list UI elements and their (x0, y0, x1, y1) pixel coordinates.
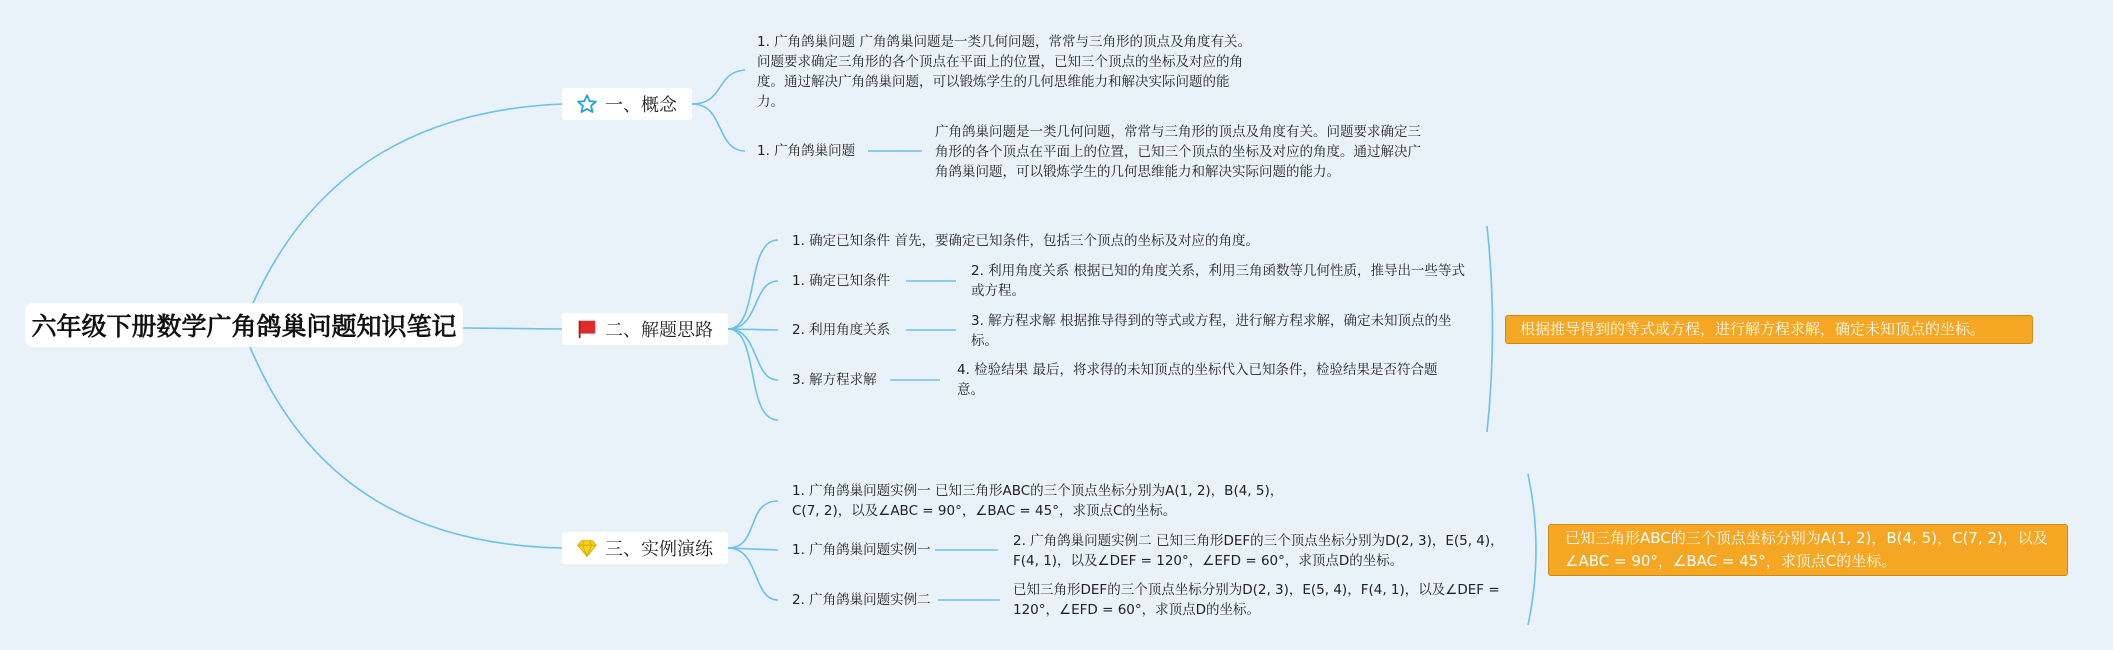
approach-summary[interactable] (1505, 315, 2033, 344)
summary-text: 根据推导得到的等式或方程，进行解方程求解，确定未知顶点的坐标。 (1520, 320, 1986, 338)
approach-item-3-detail[interactable]: 3. 解方程求解 根据推导得到的等式或方程，进行解方程求解，确定未知顶点的坐标。 (971, 313, 1452, 349)
example-item-3[interactable]: 2. 广角鸽巢问题实例二 (792, 592, 931, 608)
branch-approach[interactable] (562, 313, 728, 345)
example-item-3-detail[interactable]: 已知三角形DEF的三个顶点坐标分别为D(2, 3)，E(5, 4)，F(4, 1)，以及∠DEF = 120°，∠EFD = 60°，求顶点D的坐标。 (1013, 582, 1500, 618)
approach-item-2-detail[interactable]: 2. 利用角度关系 根据已知的角度关系，利用三角函数等几何性质，推导出一些等式或方程。 (971, 263, 1465, 299)
branch-label: 一、概念 (605, 95, 677, 116)
approach-item-1[interactable]: 1. 确定已知条件 首先，要确定已知条件，包括三个顶点的坐标及对应的角度。 (792, 233, 1259, 249)
branch-label: 三、实例演练 (605, 539, 713, 560)
branch-concept[interactable] (562, 88, 692, 120)
star-icon (576, 93, 598, 115)
summary-text: 已知三角形ABC的三个顶点坐标分别为A(1, 2)，B(4, 5)，C(7, 2)，以及∠ABC = 90°，∠BAC = 45°，求顶点C的坐标。 (1565, 529, 2048, 570)
root-topic[interactable] (25, 303, 463, 347)
concept-item-2[interactable]: 1. 广角鸽巢问题 (757, 143, 856, 159)
approach-item-3[interactable]: 2. 利用角度关系 (792, 322, 891, 338)
approach-item-4[interactable]: 3. 解方程求解 (792, 372, 877, 388)
gem-icon (576, 537, 598, 559)
branch-examples[interactable] (562, 532, 728, 564)
approach-item-4-detail[interactable]: 4. 检验结果 最后，将求得的未知顶点的坐标代入已知条件，检验结果是否符合题意。 (957, 362, 1438, 398)
approach-item-2[interactable]: 1. 确定已知条件 (792, 273, 891, 289)
examples-summary[interactable] (1548, 524, 2068, 576)
flag-icon (576, 318, 598, 340)
branch-label: 二、解题思路 (605, 320, 713, 341)
concept-item-2-detail[interactable]: 广角鸽巢问题是一类几何问题，常常与三角形的顶点及角度有关。问题要求确定三角形的各个顶点在平面上的位置，已知三个顶点的坐标及对应的角度。通过解决广角鸽巢问题，可以锻炼学生的几何思维能力和解决实际问题的能力。 (935, 124, 1421, 180)
root-title: 六年级下册数学广角鸽巢问题知识笔记 (31, 312, 457, 341)
example-item-1[interactable]: 1. 广角鸽巢问题实例一 已知三角形ABC的三个顶点坐标分别为A(1, 2)，B(4, 5)，C(7, 2)，以及∠ABC = 90°，∠BAC = 45°，求顶点C的坐标。 (792, 483, 1284, 519)
example-item-2-detail[interactable]: 2. 广角鸽巢问题实例二 已知三角形DEF的三个顶点坐标分别为D(2, 3)，E(5, 4)，F(4, 1)，以及∠DEF = 120°，∠EFD = 60°，求顶点D的坐标。 (1013, 533, 1504, 569)
concept-item-1[interactable]: 1. 广角鸽巢问题 广角鸽巢问题是一类几何问题，常常与三角形的顶点及角度有关。问题要求确定三角形的各个顶点在平面上的位置，已知三个顶点的坐标及对应的角度。通过解决广角鸽巢问题，可以锻炼学生的几何思维能力和解决实际问题的能力。 (757, 34, 1251, 110)
example-item-2[interactable]: 1. 广角鸽巢问题实例一 (792, 542, 931, 558)
